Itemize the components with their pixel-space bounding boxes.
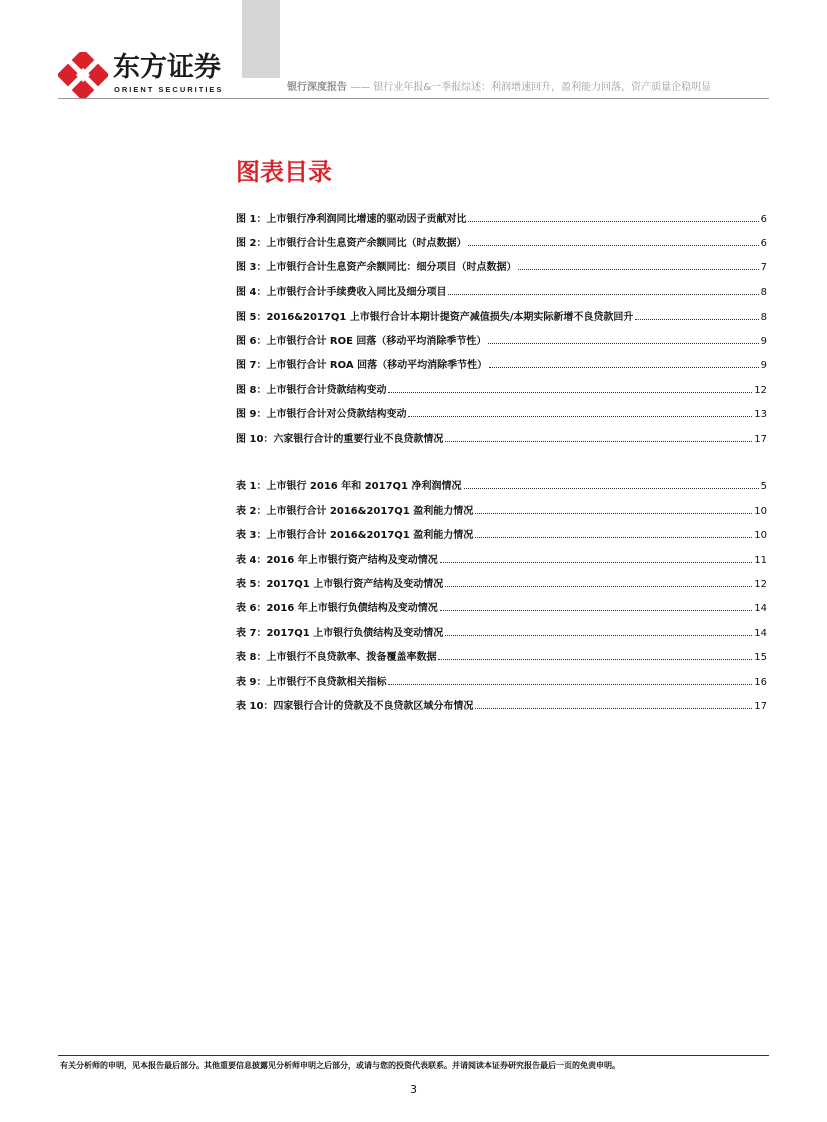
brand-name-en: ORIENT SECURITIES [114,85,224,94]
toc-entry-page: 12 [754,385,767,396]
toc-entry-page: 17 [754,701,767,712]
toc-entry-page: 8 [760,312,767,323]
toc-leader-dots [445,586,752,587]
toc-entry-page: 14 [754,628,767,639]
toc-table-entry[interactable] [236,504,767,520]
toc-figure-entry[interactable] [236,285,767,301]
toc-figure-entry[interactable] [236,236,767,252]
toc-entry-label: 图 3：上市银行合计生息资产余额同比：细分项目（时点数据） [236,262,517,273]
header-decoration-bar [242,0,280,78]
toc-entry-label: 表 5：2017Q1 上市银行资产结构及变动情况 [236,579,444,590]
toc-leader-dots [489,367,759,368]
toc-figure-entry[interactable] [236,407,767,423]
toc-entry-label: 图 6：上市银行合计 ROE 回落（移动平均消除季节性） [236,336,487,347]
running-header [287,81,711,95]
toc-entry-page: 14 [754,603,767,614]
toc-table-entry[interactable] [236,577,767,593]
toc-leader-dots [464,488,759,489]
toc-leader-dots [440,610,753,611]
toc-table-entry[interactable] [236,626,767,642]
toc-entry-page: 9 [760,336,767,347]
toc-entry-label: 表 3：上市银行合计 2016&2017Q1 盈利能力情况 [236,530,474,541]
toc-entry-label: 图 5：2016&2017Q1 上市银行合计本期计提资产减值损失/本期实际新增不良贷款回升 [236,312,634,323]
orient-securities-logo-icon [58,52,108,98]
toc-leader-dots [475,708,752,709]
toc-entry-page: 16 [754,677,767,688]
toc-leader-dots [440,562,753,563]
toc-leader-dots [518,269,758,270]
toc-entry-page: 12 [754,579,767,590]
toc-leader-dots [635,319,758,320]
toc-table-entry[interactable] [236,601,767,617]
toc-table-entry[interactable] [236,699,767,715]
toc-table-entry[interactable] [236,675,767,691]
toc-leader-dots [475,537,752,538]
toc-entry-label: 表 1：上市银行 2016 年和 2017Q1 净利润情况 [236,481,462,492]
footer-disclaimer: 有关分析师的申明，见本报告最后部分。其他重要信息披露见分析师申明之后部分，或请与您的投资代表联系。并请阅读本证券研究报告最后一页的免责申明。 [60,1061,620,1070]
toc-entry-label: 表 7：2017Q1 上市银行负债结构及变动情况 [236,628,444,639]
header-divider [58,98,769,99]
report-type: 银行深度报告 [287,82,347,93]
toc-entry-label: 表 9：上市银行不良贷款相关指标 [236,677,387,688]
toc-figure-entry[interactable] [236,358,767,374]
toc-entry-label: 表 10：四家银行合计的贷款及不良贷款区域分布情况 [236,701,474,712]
toc-leader-dots [408,416,752,417]
page-title: 图表目录 [236,158,332,186]
toc-entry-label: 图 7：上市银行合计 ROA 回落（移动平均消除季节性） [236,360,488,371]
brand-name-cn: 东方证券 [113,52,221,83]
toc-entry-label: 表 6：2016 年上市银行负债结构及变动情况 [236,603,438,614]
toc-entry-label: 图 1：上市银行净利润同比增速的驱动因子贡献对比 [236,214,467,225]
toc-entry-label: 表 2：上市银行合计 2016&2017Q1 盈利能力情况 [236,506,474,517]
toc-figure-entry[interactable] [236,383,767,399]
toc-entry-label: 图 2：上市银行合计生息资产余额同比（时点数据） [236,238,467,249]
toc-leader-dots [468,221,758,222]
footer-divider [58,1055,769,1056]
toc-entry-label: 表 4：2016 年上市银行资产结构及变动情况 [236,555,438,566]
toc-entry-page: 8 [760,287,767,298]
toc-table-entry[interactable] [236,650,767,666]
toc-figure-entry[interactable] [236,260,767,276]
brand-logo [58,52,228,98]
toc-entry-label: 图 9：上市银行合计对公贷款结构变动 [236,409,407,420]
report-subtitle: 银行业年报&一季报综述：利润增速回升，盈利能力回落，资产质量企稳明显 [373,82,712,93]
toc-entry-page: 17 [754,434,767,445]
toc-leader-dots [445,635,752,636]
toc-leader-dots [475,513,752,514]
toc-entry-label: 表 8：上市银行不良贷款率、拨备覆盖率数据 [236,652,437,663]
toc-leader-dots [468,245,758,246]
toc-leader-dots [448,294,758,295]
toc-entry-page: 7 [760,262,767,273]
toc-entry-label: 图 10：六家银行合计的重要行业不良贷款情况 [236,434,444,445]
toc-leader-dots [488,343,758,344]
toc-leader-dots [438,659,752,660]
toc-table-entry[interactable] [236,553,767,569]
toc-entry-page: 6 [760,238,767,249]
toc-entry-page: 11 [754,555,767,566]
toc-figure-entry[interactable] [236,334,767,350]
toc-entry-label: 图 8：上市银行合计贷款结构变动 [236,385,387,396]
page-number: 3 [410,1083,417,1096]
toc-entry-page: 9 [760,360,767,371]
toc-entry-label: 图 4：上市银行合计手续费收入同比及细分项目 [236,287,447,298]
toc-table-entry[interactable] [236,479,767,495]
toc-entry-page: 10 [754,506,767,517]
toc-entry-page: 15 [754,652,767,663]
toc-entry-page: 13 [754,409,767,420]
toc-leader-dots [445,441,752,442]
toc-table-entry[interactable] [236,528,767,544]
toc-entry-page: 10 [754,530,767,541]
toc-figure-entry[interactable] [236,212,767,228]
toc-leader-dots [388,684,752,685]
toc-figure-entry[interactable] [236,310,767,326]
toc-leader-dots [388,392,752,393]
toc-figure-entry[interactable] [236,432,767,448]
toc-entry-page: 5 [760,481,767,492]
header-separator: —— [350,82,371,93]
toc-entry-page: 6 [760,214,767,225]
